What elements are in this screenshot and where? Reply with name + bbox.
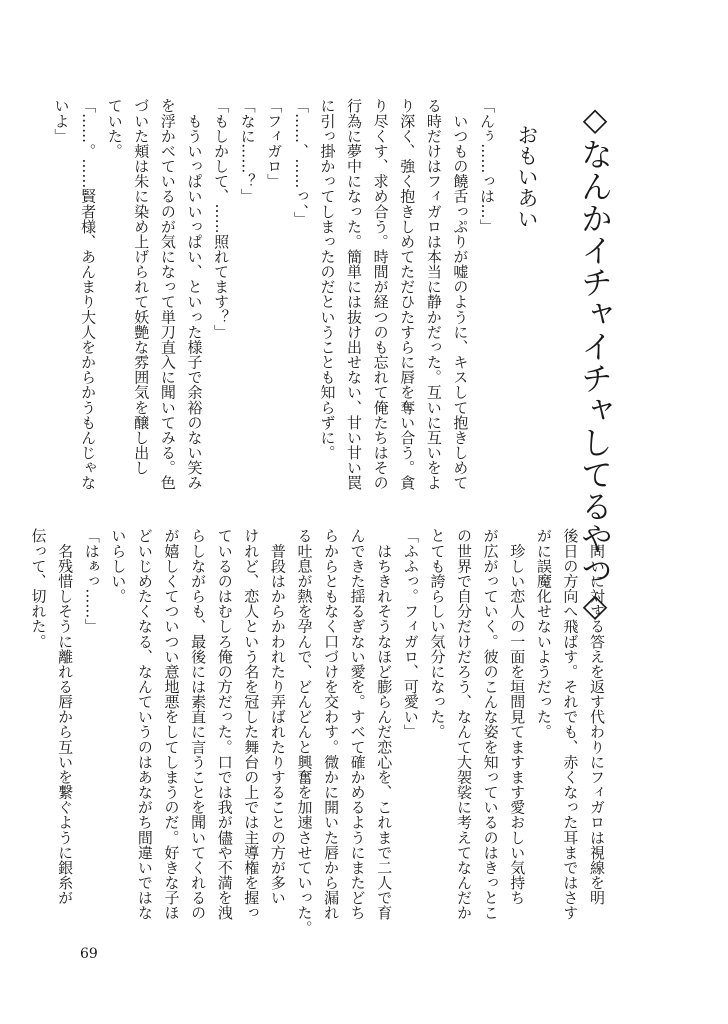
chapter-subtitle: おもいあい xyxy=(515,124,539,229)
chapter-title: ◇なんかイチャイチャしてるやつ◇ xyxy=(576,100,614,624)
page-number: 69 xyxy=(80,946,98,962)
body-text-upper-block: 「んぅ……っは…」 いつもの饒舌っぷりが嘘のように、キスして抱きしめて る時だけはフィガロは本当に静かだった。互いに互いをよ り深く、強く抱きしめてただひたすらに唇を奪い合う。貪 り尽くす、求め合う。時間が経つのも忘れて俺たちはその 行為に夢中になった。簡単には抜け出せない、甘い甘い罠 に引っ掛かってしまったのだということも知らずに。 「……、……っ、」 「フィガロ」 「なに……？」 「もしかして、……照れてます？」 もういっぱいいっぱい、といった様子で余裕のない笑み を浮かべているのが気になって単刀直入に聞いてみる。色 づいた頬は朱に染め上げられて妖艶な雰囲気を醸し出し ていた。 「……。……賢者様、あんまり大人をからかうもんじゃな いよ」 xyxy=(52,98,496,491)
body-text-lower-block: 問いに対する答えを返す代わりにフィガロは視線を明 後日の方向へ飛ばす。それでも、赤くなった耳まではさす がに誤魔化せないようだった。 珍しい恋人の一面を垣間見てますます愛おしい気持ち が広がっていく。彼のこんな姿を知っているのはきっとこ の世界で自分だけだろう、なんて大袈裟に考えてなんだか とても誇らしい気分になった。 「ふふっ。フィガロ、可愛い」 はちきれそうなほど膨らんだ恋心を、これまで二人で育 んできた揺るぎない愛を。すべて確かめるようにまたどち らからともなく口づけを交わす。微かに開いた唇から漏れ る吐息が熱を孕んで、どんどんと興奮を加速させていった。 普段はからかわれたり弄ばれたりすることの方が多い けれど、恋人という名を冠した舞台の上では主導権を握っ ているのはむしろ俺の方だった。口では我が儘や不満を洩 らしながらも、最後には素直に言うことを聞いてくれるの が嬉しくてついつい意地悪をしてしまうのだ。好きな子ほ どいじめたくなる、なんていうのはあながち間違いではな いらしい。 「はぁっ……」 名残惜しそうに離れる唇から互いを繋ぐように銀糸が 伝って、切れた。 xyxy=(29,528,606,936)
